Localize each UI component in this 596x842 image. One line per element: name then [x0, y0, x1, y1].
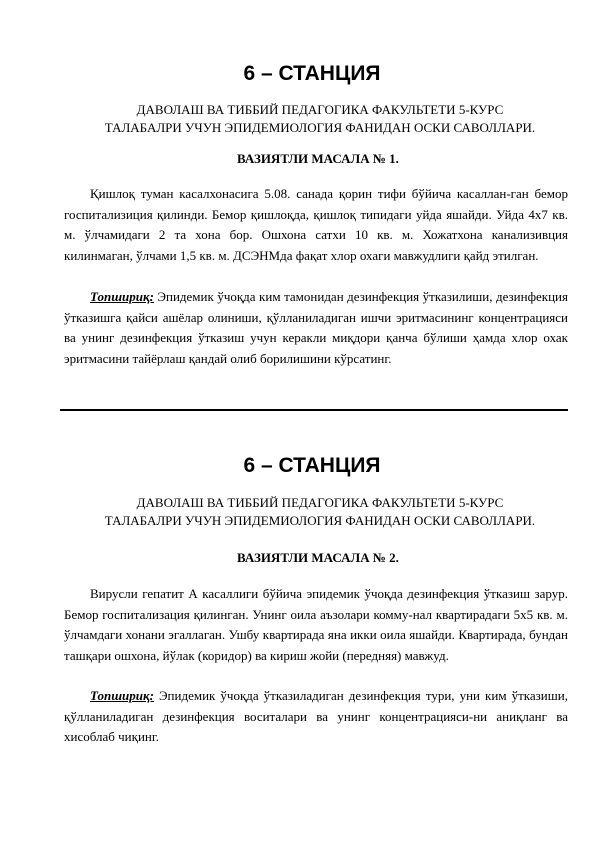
station-2-problem-title: ВАЗИЯТЛИ МАСАЛА № 2. [237, 550, 399, 565]
station-2-case-text: Вирусли гепатит А касаллиги бўйича эпидемик ўчоқда дезинфекция ўтказиш зарур. Бемор госпитализация қилинган. Унинг оила аъзолари комму-нал квартирадаги 5х5 кв. м. ўлчамдаги хонани эгаллаган. Ушбу квартирада яна икки оила яшайди. Квартирада, бундан ташқари ошхона, йўлак (коридор) ва кириш жойи (передняя) мавжуд. [64, 586, 568, 663]
station-1-problem-title: ВАЗИЯТЛИ МАСАЛА № 1. [237, 151, 399, 166]
section-divider [60, 409, 568, 411]
station-1-faculty-line2: ТАЛАБАЛРИ УЧУН ЭПИДЕМИОЛОГИЯ ФАНИДАН ОСКИ САВОЛЛАРИ. [104, 120, 536, 135]
station-2-task-text: Эпидемик ўчоқда ўтказиладиган дезинфекция тури, уни ким ўтказиши, қўлланиладиган дезинфекция воситалари ва унинг концентрацияси-ни аниқланг ва хисоблаб чиқинг. [64, 688, 568, 744]
station-1-faculty-line1: ДАВОЛАШ ВА ТИББИЙ ПЕДАГОГИКА ФАКУЛЬТЕТИ 5-КУРС [136, 102, 504, 117]
station-1-title: 6 – СТАНЦИЯ [243, 62, 381, 85]
station-2-task-label: Топшириқ: [90, 688, 154, 703]
station-2-faculty-line1: ДАВОЛАШ ВА ТИББИЙ ПЕДАГОГИКА ФАКУЛЬТЕТИ 5-КУРС [136, 495, 504, 510]
station-1-task [64, 287, 568, 369]
station-1-task-label: Топшириқ: [90, 289, 154, 304]
station-1-case-text: Қишлоқ туман касалхонасига 5.08. санада қорин тифи бўйича касаллан-ган бемор госпитализиция қилинди. Бемор қишлоқда, қишлоқ типидаги уйда яшайди. Уйда 4х7 кв. м. ўлчамидаги 2 та хона бор. Ошхона сатхи 10 кв. м. Хожатхона канализивция килинмаган, ўлчами 1,5 кв. м. ДСЭНМда фақат хлор охаги мавжудлиги қайд этилган. [64, 186, 568, 263]
station-1-task-text: Эпидемик ўчоқда ким тамонидан дезинфекция ўтказилиши, дезинфекция ўтказишга қайси ашёлар олиниши, қўлланиладиган ишчи эритмасининг концентрацияси ва унинг дезинфекция ўтказиш учун керакли миқдори қанча бўлиши ҳамда хлор охак эритмасини тайёрлаш қандай олиб борилишини кўрсатинг. [64, 289, 568, 366]
station-2-title: 6 – СТАНЦИЯ [243, 454, 381, 477]
station-2-faculty-line2: ТАЛАБАЛРИ УЧУН ЭПИДЕМИОЛОГИЯ ФАНИДАН ОСКИ САВОЛЛАРИ. [104, 513, 536, 528]
station-2-task [64, 686, 568, 748]
